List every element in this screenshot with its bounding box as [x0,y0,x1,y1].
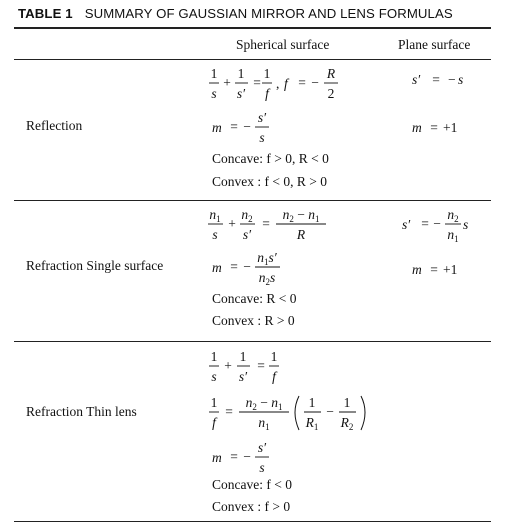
svg-text:n1: $n_1$ [209,207,221,224]
svg-text:1: 1 [263,66,271,81]
svg-text:1: 1 [237,66,245,81]
svg-text:2: 2 [327,86,335,101]
row-divider [14,200,491,201]
svg-text:s: s [212,227,218,242]
svg-text:,: , [276,76,280,91]
top-rule [14,27,491,29]
svg-text:n1s′: $n_1s'$ [257,250,277,267]
svg-text:s′: s′ [242,227,252,242]
equation-single-surface-magnification [210,248,300,290]
equation-thin-lens [204,347,294,389]
svg-text:s′: s′ [257,110,267,125]
equation-thin-lens-magnification [210,438,290,480]
svg-text:f: f [212,415,216,430]
column-header-spherical: Spherical surface [236,37,330,52]
reflection-concave-condition: Concave: f > 0, R < 0 [212,151,329,166]
equation-plane-refraction-magnification [408,256,478,282]
svg-text:1: 1 [270,349,278,364]
table-caption [18,6,453,21]
svg-text:=: = [430,262,438,277]
reflection-convex-condition: Convex : f < 0, R > 0 [212,174,327,189]
svg-text:m: m [412,262,422,277]
row-label-refraction-single-surface: Refraction Single surface [26,258,164,273]
svg-text:+: + [224,358,232,373]
svg-text:s: s [259,130,265,145]
svg-text:1: 1 [308,395,316,410]
svg-text:m: m [212,260,222,275]
bottom-rule [14,521,491,522]
svg-text:R: R [326,66,336,81]
svg-text:s′: s′ [412,72,421,87]
svg-text:m: m [212,450,222,465]
svg-text:=: = [432,72,440,87]
svg-text:R: R [296,227,306,242]
svg-text:1: 1 [239,349,247,364]
equation-mirror-magnification [210,108,290,150]
svg-text:=: = [253,75,261,90]
svg-text:=: = [262,216,270,231]
svg-text:n1: $n_1$ [447,227,459,244]
equation-plane-refraction-image [398,205,488,247]
equation-mirror-formula [204,64,374,106]
svg-text:−: − [433,216,441,231]
svg-text:s: s [211,369,217,384]
svg-text:f: f [284,76,288,91]
svg-text:−: − [326,404,334,419]
header-rule [14,59,491,60]
single-surface-concave-condition: Concave: R < 0 [212,291,297,306]
svg-text:=: = [230,259,238,274]
svg-text:=: = [257,358,265,373]
equation-lensmaker [204,392,374,436]
svg-text:s′: s′ [402,217,411,232]
svg-text:+: + [223,75,231,90]
svg-text:=: = [298,75,306,90]
svg-text:s: s [211,86,217,101]
svg-text:f: f [265,86,269,101]
table-title: SUMMARY OF GAUSSIAN MIRROR AND LENS FORMULAS [84,6,453,21]
svg-text:−: − [243,449,251,464]
svg-text:n1: $n_1$ [258,415,270,432]
svg-text:−: − [243,119,251,134]
svg-text:f: f [272,369,276,384]
svg-text:n2: $n_2$ [241,207,253,224]
svg-text:−: − [448,72,456,87]
svg-text:R2: $R_2$ [340,415,354,432]
svg-text:+1: +1 [443,120,458,135]
svg-text:n2 − n1: $n_2 - n_1$ [282,207,320,224]
svg-text:n2s: $n_2s$ [258,270,276,287]
equation-plane-mirror-magnification [408,114,478,140]
equation-plane-mirror-image [404,66,474,92]
row-label-refraction-thin-lens: Refraction Thin lens [26,404,137,419]
svg-text:−: − [311,75,319,90]
svg-text:m: m [412,120,422,135]
equation-single-surface-refraction [204,205,354,247]
svg-text:n2: $n_2$ [447,207,459,224]
svg-text:m: m [212,120,222,135]
row-label-reflection: Reflection [26,118,83,133]
svg-text:1: 1 [343,395,351,410]
svg-text:1: 1 [210,66,218,81]
svg-text:=: = [230,119,238,134]
svg-text:s: s [259,460,265,475]
single-surface-convex-condition: Convex : R > 0 [212,313,295,328]
svg-text:s′: s′ [238,369,248,384]
column-header-plane: Plane surface [398,37,471,52]
svg-text:+1: +1 [443,262,458,277]
svg-text:=: = [225,404,233,419]
svg-text:R1: $R_1$ [305,415,319,432]
svg-text:s: s [458,72,464,87]
thin-lens-concave-condition: Concave: f < 0 [212,477,292,492]
svg-text:=: = [430,120,438,135]
svg-text:=: = [230,449,238,464]
svg-text:+: + [228,216,236,231]
svg-text:s′: s′ [236,86,246,101]
table-number: TABLE 1 [18,6,73,21]
svg-text:1: 1 [210,395,218,410]
thin-lens-convex-condition: Convex : f > 0 [212,499,291,514]
svg-text:s′: s′ [257,440,267,455]
svg-text:=: = [421,216,429,231]
svg-text:−: − [243,259,251,274]
row-divider [14,341,491,342]
svg-text:1: 1 [210,349,218,364]
svg-text:s: s [463,217,469,232]
svg-text:n2 − n1: $n_2 - n_1$ [245,395,283,412]
